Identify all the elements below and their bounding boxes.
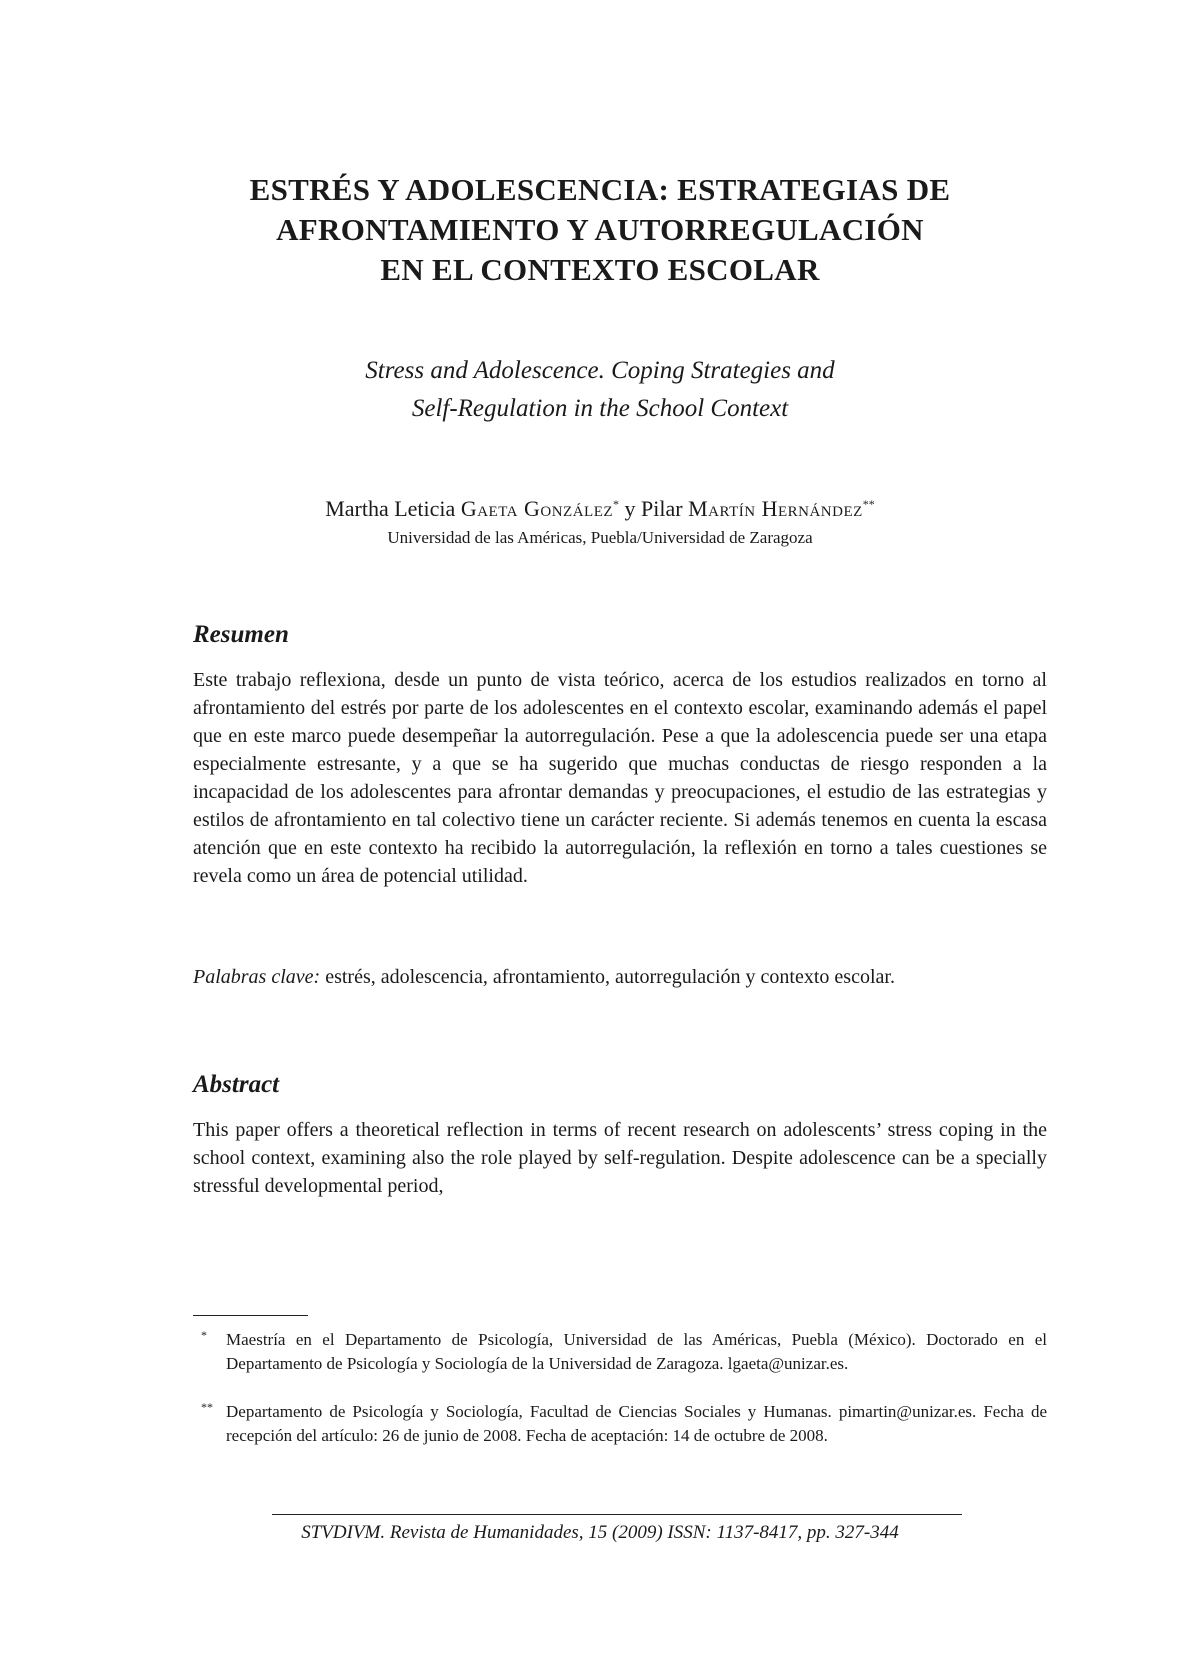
author1-footnote-mark: * — [613, 497, 620, 511]
author2-given-name: Pilar — [641, 496, 683, 521]
author-conjunction: y — [624, 496, 636, 521]
footnote-1 — [201, 1328, 1047, 1376]
resumen-heading: Resumen — [193, 621, 289, 648]
footnote-1-text: Maestría en el Departamento de Psicología, Universidad de las Américas, Puebla (México). Doctorado en el Departamento de Psicología y Sociología de la Universidad de Zaragoza. lgaeta@unizar.es. — [226, 1330, 1047, 1373]
english-title — [150, 352, 1050, 428]
footnote-1-mark: * — [201, 1328, 207, 1342]
author-list — [150, 490, 1050, 523]
keywords-paragraph — [193, 963, 1047, 991]
affiliation: Universidad de las Américas, Puebla/Universidad de Zaragoza — [387, 528, 813, 547]
paper-title — [150, 170, 1050, 290]
author2-footnote-mark: ** — [862, 497, 875, 511]
footnote-2-mark: ** — [201, 1400, 213, 1414]
title-line-3: EN EL CONTEXTO ESCOLAR — [380, 252, 820, 287]
title-line-2: AFRONTAMIENTO Y AUTORREGULACIÓN — [276, 212, 924, 247]
footer-rule — [272, 1514, 962, 1515]
abstract-heading: Abstract — [193, 1071, 280, 1098]
abstract-paragraph: This paper offers a theoretical reflection in terms of recent research on adolescents’ stress coping in the school context, examining also the role played by self-regulation. Despite adolescence can be a specially stressful developmental period, — [193, 1119, 1047, 1197]
keywords-text: estrés, adolescencia, afrontamiento, autorregulación y contexto escolar. — [320, 966, 895, 988]
footnote-2-text: Departamento de Psicología y Sociología, Facultad de Ciencias Sociales y Humanas. pimartin@unizar.es. Fecha de recepción del artículo: 26 de junio de 2008. Fecha de aceptación: 14 de octubre de 2008. — [226, 1402, 1047, 1445]
resumen-paragraph: Este trabajo reflexiona, desde un punto de vista teórico, acerca de los estudios realizados en torno al afrontamiento del estrés por parte de los adolescentes en el contexto escolar, examinando además el papel que en este marco puede desempeñar la autorregulación. Pese a que la adolescencia puede ser una etapa especialmente estresante, y a que se ha sugerido que muchas conductas de riesgo responden a la incapacidad de los adolescentes para afrontar demandas y preocupaciones, el estudio de las estrategias y estilos de afrontamiento en tal colectivo tiene un carácter reciente. Si además tenemos en cuenta la escasa atención que en este contexto ha recibido la autorregulación, la reflexión en torno a tales cuestiones se revela como un área de potencial utilidad. — [193, 669, 1047, 887]
subtitle-line-2: Self-Regulation in the School Context — [411, 395, 789, 422]
author2-surname: Martín Hernández — [688, 496, 863, 521]
keywords-label: Palabras clave: — [193, 966, 321, 988]
author1-surname: Gaeta González — [460, 496, 614, 521]
journal-citation: STVDIVM. Revista de Humanidades, 15 (2009) ISSN: 1137-8417, pp. 327-344 — [301, 1522, 899, 1543]
footnote-2 — [201, 1400, 1047, 1448]
footnote-separator — [193, 1315, 308, 1316]
title-line-1: ESTRÉS Y ADOLESCENCIA: ESTRATEGIAS DE — [249, 172, 951, 207]
author1-given-name: Martha Leticia — [325, 496, 456, 521]
subtitle-line-1: Stress and Adolescence. Coping Strategies and — [365, 357, 835, 384]
